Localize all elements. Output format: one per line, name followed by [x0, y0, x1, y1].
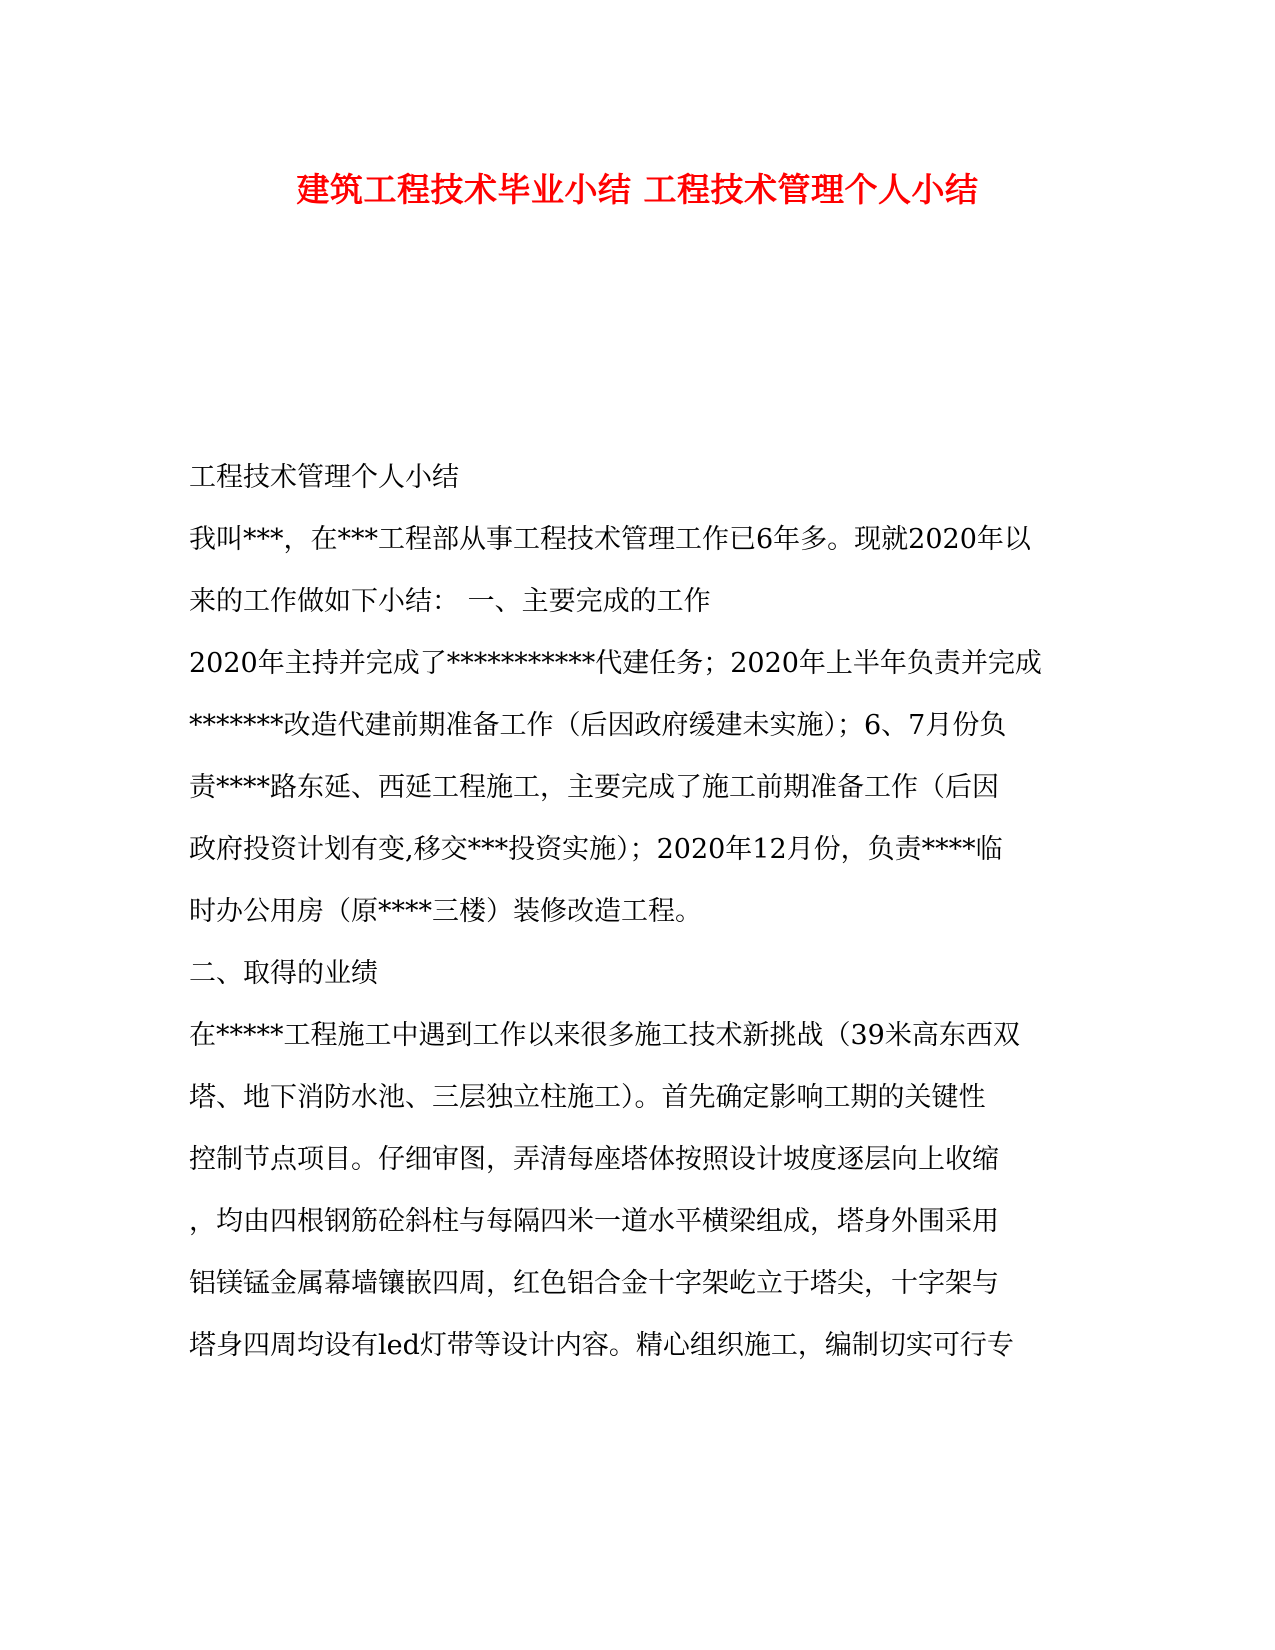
paragraph-line: 责****路东延、西延工程施工，主要完成了施工前期准备工作（后因	[189, 772, 999, 803]
paragraph-line: 在*****工程施工中遇到工作以来很多施工技术新挑战（39米高东西双	[189, 1020, 1020, 1051]
paragraph-line: 控制节点项目。仔细审图，弄清每座塔体按照设计坡度逐层向上收缩	[189, 1144, 999, 1175]
paragraph-line: ，均由四根钢筋砼斜柱与每隔四米一道水平横梁组成，塔身外围采用	[189, 1206, 999, 1237]
paragraph-line: *******改造代建前期准备工作（后因政府缓建未实施）；6、7月份负	[189, 710, 1007, 741]
paragraph-line: 来的工作做如下小结： 一、主要完成的工作	[189, 586, 711, 617]
paragraph-line: 塔身四周均设有led灯带等设计内容。精心组织施工，编制切实可行专	[189, 1330, 1014, 1361]
paragraph-line: 我叫***，在***工程部从事工程技术管理工作已6年多。现就2020年以	[189, 524, 1031, 555]
paragraph-line: 2020年主持并完成了***********代建任务；2020年上半年负责并完成	[189, 648, 1042, 679]
paragraph-line: 塔、地下消防水池、三层独立柱施工）。首先确定影响工期的关键性	[189, 1082, 986, 1113]
document-title: 建筑工程技术毕业小结 工程技术管理个人小结	[296, 170, 979, 209]
paragraph-line: 时办公用房（原****三楼）装修改造工程。	[189, 896, 702, 927]
section-heading: 二、取得的业绩	[189, 958, 378, 989]
section-heading: 工程技术管理个人小结	[189, 462, 459, 493]
paragraph-line: 政府投资计划有变,移交***投资实施）；2020年12月份，负责****临	[189, 834, 1003, 865]
paragraph-line: 铝镁锰金属幕墙镶嵌四周，红色铝合金十字架屹立于塔尖，十字架与	[189, 1268, 999, 1299]
